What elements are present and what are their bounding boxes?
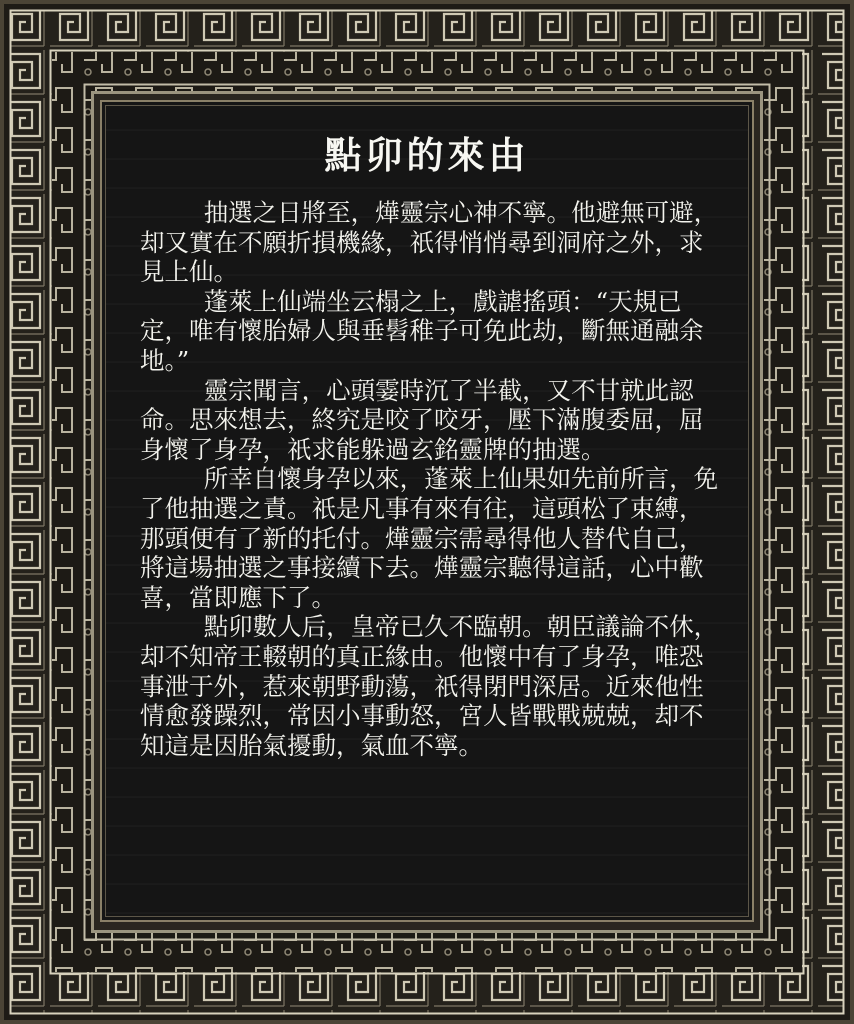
body-text	[140, 198, 720, 760]
page-title: 點卯的來由	[324, 133, 530, 177]
text-panel	[100, 100, 754, 922]
paragraph: 點卯數人后，皇帝已久不臨朝。朝臣議論不休，却不知帝王輟朝的真正緣由。他懷中有了身孕，唯恐事泄于外，惹來朝野動蕩，祇得閉門深居。近來他性情愈發躁烈，常因小事動怒，宮人皆戰戰兢兢，却不知這是因胎氣擾動，氣血不寧。	[140, 612, 719, 760]
paragraph: 抽選之日將至，燁靈宗心神不寧。他避無可避，却又實在不願折損機緣，祇得悄悄尋到洞府之外，求見上仙。	[140, 198, 719, 287]
paragraph: 所幸自懷身孕以來，蓬萊上仙果如先前所言，免了他抽選之責。祇是凡事有來有往，這頭松了束縛，那頭便有了新的托付。燁靈宗需尋得他人替代自己，將這場抽選之事接續下去。燁靈宗聽得這話，心中歡喜，當即應下了。	[140, 464, 719, 612]
paragraph: 蓬萊上仙端坐云榻之上，戲謔搖頭：“天規已定，唯有懷胎婦人與垂髫稚子可免此劫，斷無通融余地。”	[140, 286, 704, 375]
paragraph: 靈宗聞言，心頭霎時沉了半截，又不甘就此認命。思來想去，終究是咬了咬牙，壓下滿腹委屈，屈身懷了身孕，祇求能躲過玄銘靈牌的抽選。	[140, 375, 704, 464]
